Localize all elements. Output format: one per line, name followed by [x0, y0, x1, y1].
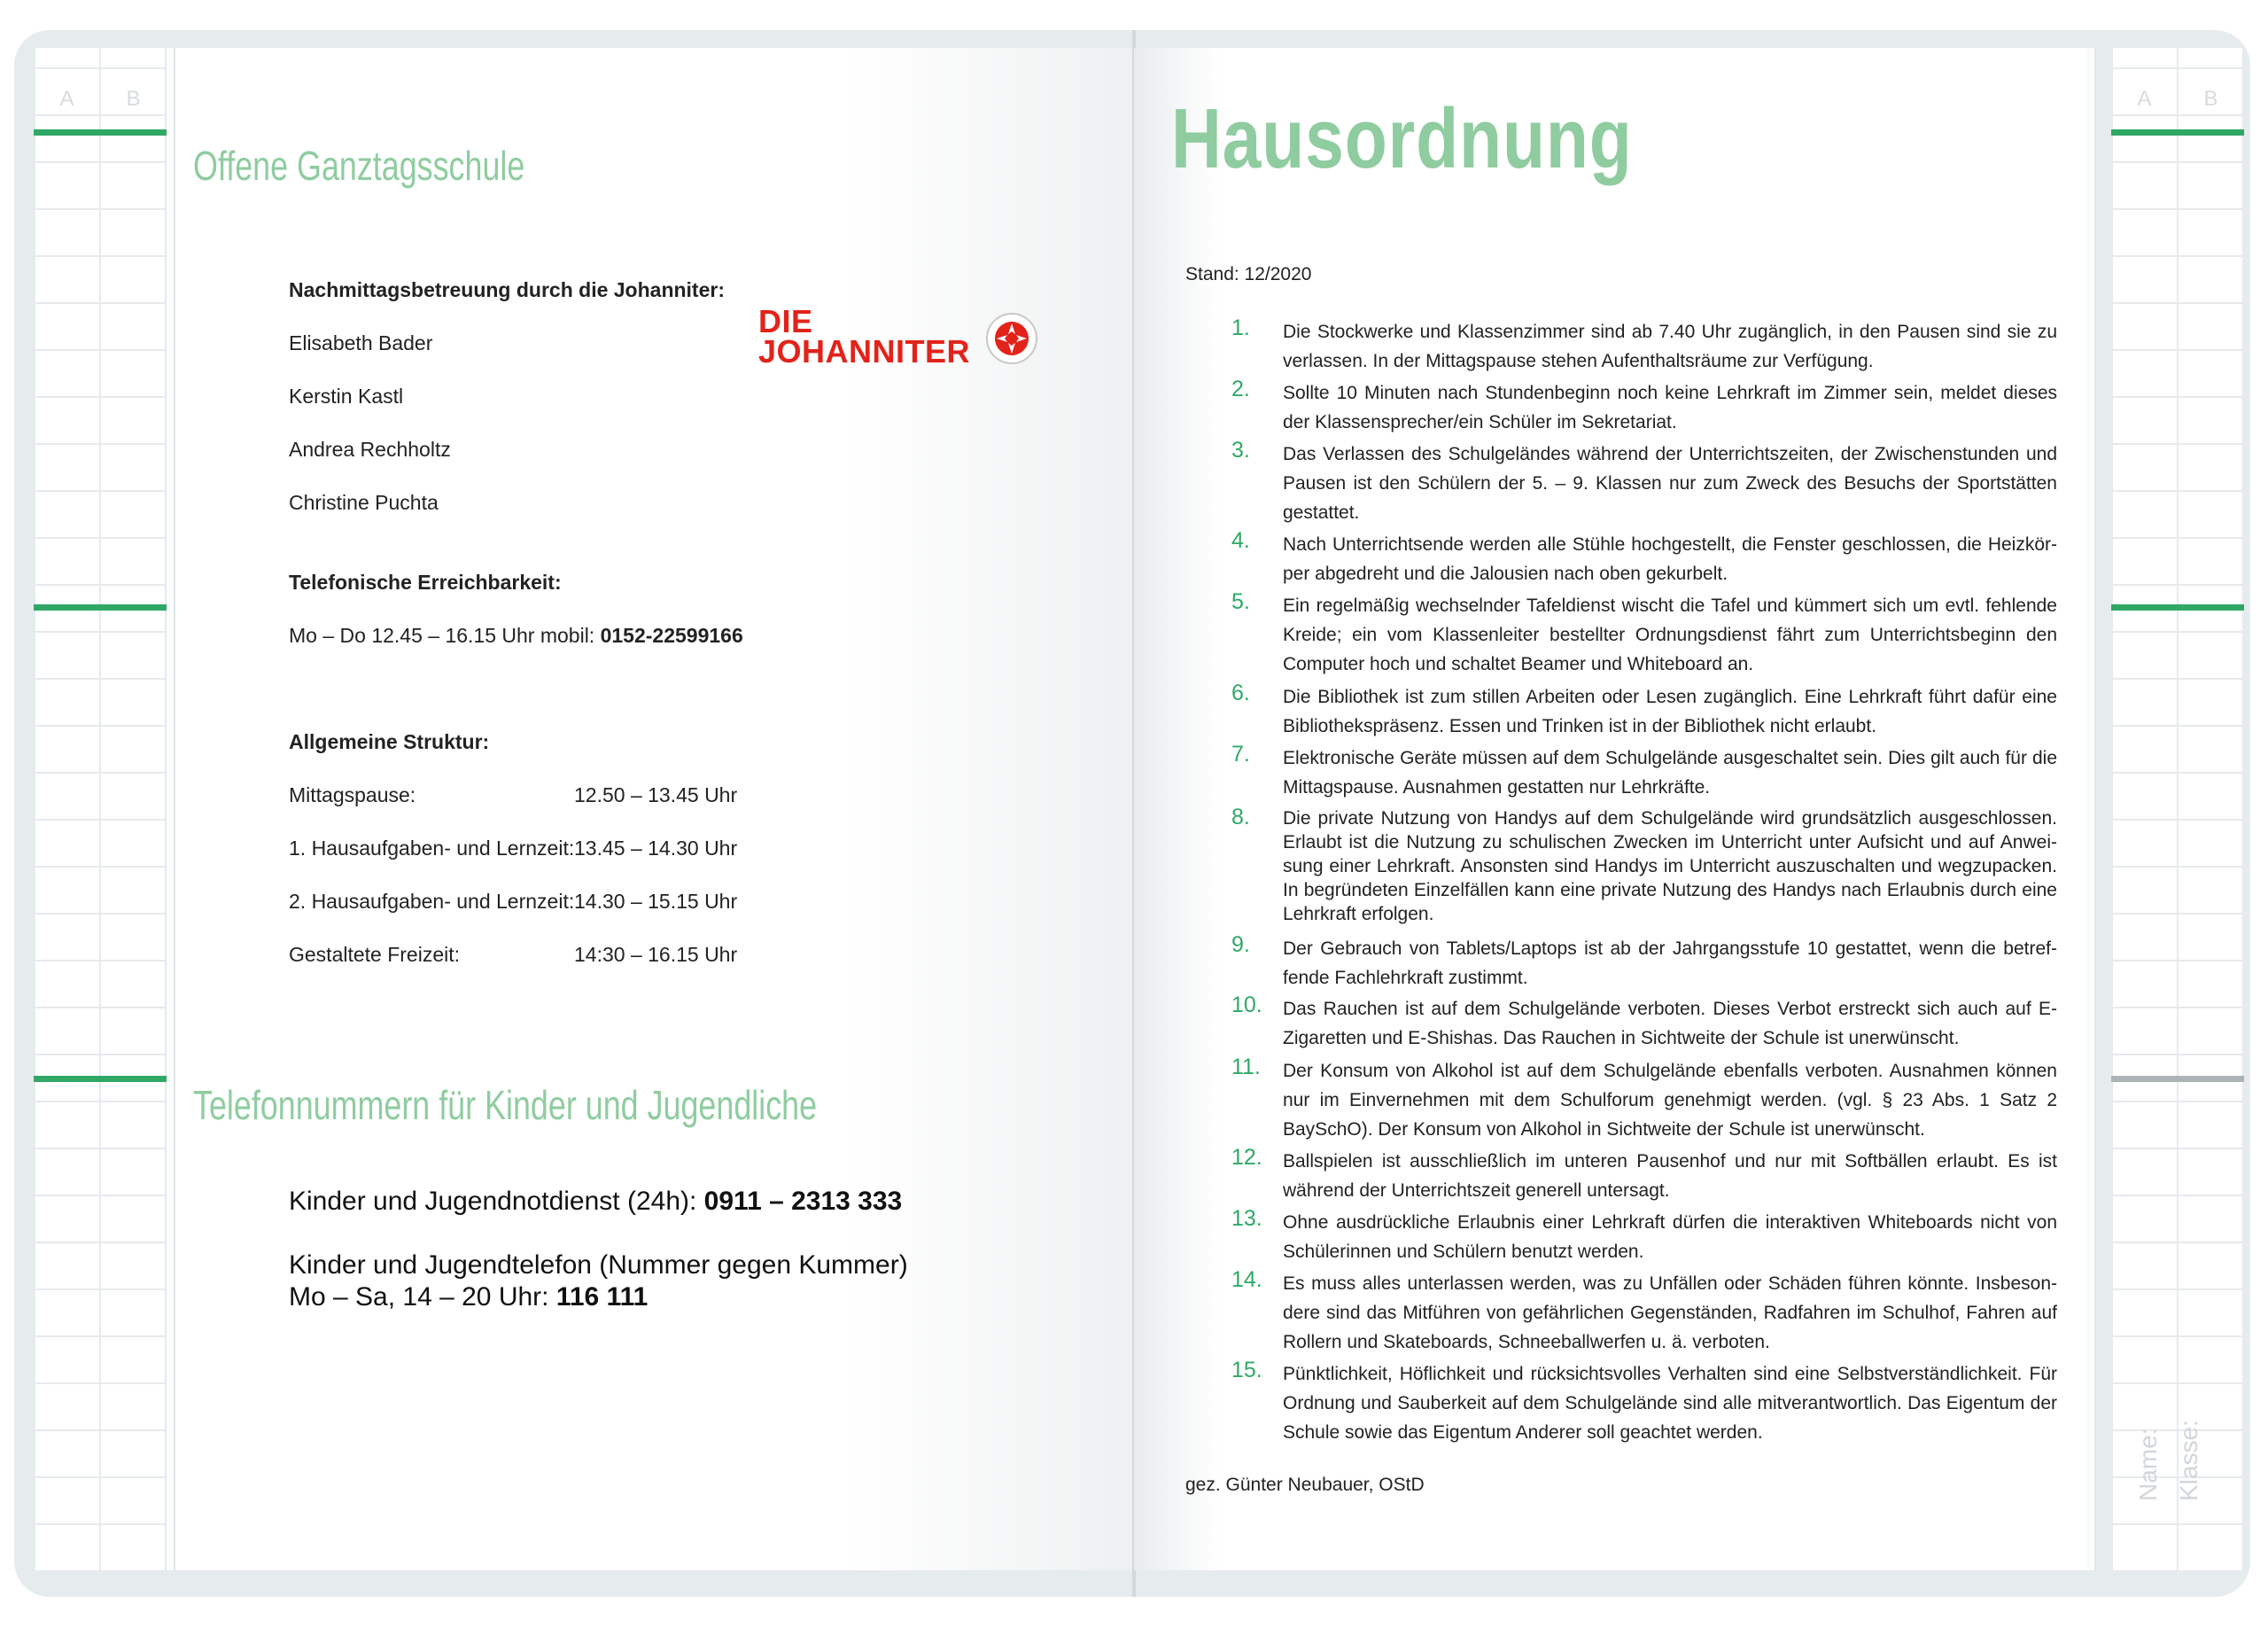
staff-name: Elisabeth Bader: [289, 331, 433, 354]
signature: gez. Günter Neubauer, OStD: [1185, 1475, 1425, 1495]
emergency-label: Kinder und Jugendnotdienst (24h):: [289, 1187, 704, 1216]
kids-hotline-hours-line: [289, 1281, 908, 1313]
schedule-time: 13.45 – 14.30 Uhr: [574, 837, 738, 860]
kids-hotline-number: 116 111: [555, 1282, 649, 1312]
rule-text: Die private Nutzung von Handys auf dem Schulgelände wird grundsätzlich ausgeschlossen. Erlaubt ist die Nutzung zu schulischen Zwecken im Unterricht unter Aufsicht und auf Anwei-sung einer Lehrkraft. Ansonsten sind Handys im Unterricht auszuschalten und wegzupacken. In begründeten Einzelfällen kann eine private Nutzung des Handys nach Erlaubnis durch eine Lehrkraft erfolgen.: [1283, 808, 2057, 924]
staff-name: Christine Puchta: [289, 491, 439, 514]
staff-name: Kerstin Kastl: [289, 385, 404, 408]
register-divider: [34, 129, 167, 136]
logo-line-1: DIE: [758, 303, 813, 339]
rule-text: Ballspielen ist ausschließlich im unteren Pausenhof und nur mit Softbällen erlaubt. Es ist während der Unterrichtszeit generell untersagt.: [1283, 1151, 2057, 1201]
rule-text: Elektronische Geräte müssen auf dem Schulgelände ausgeschaltet sein. Dies gilt auch für die Mittagspause. Ausnahmen gestatten nur Lehrkräfte.: [1283, 748, 2057, 798]
rule-number: 13.: [1231, 1206, 1262, 1231]
rule-text: Das Rauchen ist auf dem Schulgelände verboten. Dieses Verbot erstreckt sich auch auf E-Zigaretten und E-Shishas. Das Rauchen in Sichtweite der Schule ist unerwünscht.: [1283, 999, 2057, 1048]
rule-text: Ein regelmäßig wechselnder Tafeldienst wischt die Tafel und kümmert sich um evtl. fehlende Kreide; ein vom Klassenleiter bestellter Ordnungsdienst fährt zum Unterrichtsbeginn den Computer hoch und schaltet Beamer und Whiteboard an.: [1283, 596, 2057, 674]
rule-number: 15.: [1231, 1358, 1262, 1382]
rule-text: Ohne ausdrückliche Erlaubnis einer Lehrkraft dürfen die interaktiven Whiteboards nicht von Schülerinnen und Schülern benutzt werden.: [1283, 1212, 2057, 1262]
rule-number: 5.: [1231, 589, 1250, 614]
rule-text: Die Stockwerke und Klassenzimmer sind ab 7.40 Uhr zugänglich, in den Pausen sind sie zu verlassen. In der Mittagspause stehen Aufenthaltsräume zur Verfügung.: [1283, 322, 2057, 371]
rule-number: 4.: [1231, 528, 1250, 553]
schedule-label: 1. Hausaufgaben- und Lernzeit:: [289, 837, 575, 860]
rule-text: Die Bibliothek ist zum stillen Arbeiten oder Lesen zugänglich. Eine Lehrkraft führt dafür eine Bibliothekspräsenz. Essen und Trinken ist in der Bibliothek nicht erlaubt.: [1283, 687, 2057, 736]
class-label: Klasse:: [2175, 1420, 2202, 1501]
register-header: [34, 87, 167, 112]
page-title-hausordnung: Hausordnung: [1171, 91, 1633, 186]
schedule-label: Mittagspause:: [289, 783, 416, 806]
schedule-time: 12.50 – 13.45 Uhr: [574, 783, 738, 806]
column-b-label: B: [126, 87, 141, 111]
kids-hotline: [289, 1249, 908, 1313]
right-register-tab: [2111, 48, 2244, 1570]
register-header: [2111, 87, 2244, 112]
page-edge: [2085, 48, 2096, 1570]
section-title-phones: Telefonnummern für Kinder und Jugendliche: [193, 1082, 818, 1128]
rule-number: 7.: [1231, 742, 1250, 767]
rule-number: 11.: [1231, 1055, 1261, 1079]
rule-number: 6.: [1231, 681, 1250, 705]
staff-name: Andrea Rechholtz: [289, 438, 451, 461]
logo-line-2: JOHANNITER: [758, 333, 971, 370]
register-divider: [2111, 604, 2244, 611]
phone-hours: Mo – Do 12.45 – 16.15 Uhr mobil:: [289, 624, 601, 647]
rule-number: 10.: [1231, 993, 1262, 1017]
rule-text: Pünktlichkeit, Höflichkeit und rücksichtsvolles Verhalten sind eine Selbstverständlichkeit. Für Ordnung und Sauberkeit auf dem Schulgelände sind alle mitverantwortlich. Das Eigentum der Schule sowie das Eigentum Anderer soll geachtet werden.: [1283, 1364, 2057, 1443]
rule-text: Es muss alles unterlassen werden, was zu Unfällen oder Schäden führen könnte. Insbeson-dere sind das Mitführen von gefährlichen Gegenständen, Radfahren im Schulhof, Fahren auf Rollern und Skateboards, Schneeballwerfen u. ä. verboten.: [1283, 1273, 2057, 1352]
rule-number: 8.: [1231, 805, 1250, 829]
left-register-tab: [34, 48, 167, 1570]
johanniter-cross-icon: [985, 312, 1038, 365]
rule-number: 1.: [1231, 315, 1250, 340]
register-divider: [34, 1076, 167, 1082]
left-page: [175, 48, 1134, 1570]
structure-heading: Allgemeine Struktur:: [289, 730, 490, 753]
kids-hotline-title: Kinder und Jugendtelefon (Nummer gegen Kummer): [289, 1250, 908, 1280]
phone-number: 0152-22599166: [600, 624, 743, 647]
stand-date: Stand: 12/2020: [1185, 264, 1312, 284]
register-divider: [2111, 129, 2244, 136]
rule-number: 9.: [1231, 932, 1250, 957]
rule-text: Der Gebrauch von Tablets/Laptops ist ab der Jahrgangsstufe 10 gestattet, wenn die betref-fende Fachlehrkraft zustimmt.: [1283, 938, 2057, 988]
phone-heading: Telefonische Erreichbarkeit:: [289, 571, 562, 594]
rule-text: Nach Unterrichtsende werden alle Stühle hochgestellt, die Fenster geschlossen, die Heizkör-per abgedreht und die Jalousien nach oben gekurbelt.: [1283, 534, 2057, 584]
column-a-label: A: [2137, 87, 2152, 111]
schedule-time: 14:30 – 16.15 Uhr: [574, 943, 738, 966]
emergency-service: [289, 1186, 902, 1218]
rule-number: 12.: [1231, 1145, 1262, 1170]
johanniter-logo: [758, 303, 971, 370]
register-divider: [2111, 1076, 2244, 1082]
phone-availability: [289, 624, 743, 648]
section-title-ganztag: Offene Ganztagsschule: [193, 143, 525, 189]
name-label: Name:: [2134, 1428, 2162, 1501]
schedule-label: 2. Hausaufgaben- und Lernzeit:: [289, 890, 575, 913]
rule-number: 2.: [1231, 377, 1250, 401]
rule-text: Das Verlassen des Schulgeländes während der Unterrichtszeiten, der Zwischenstunden und Pausen ist den Schülern der 5. – 9. Klassen nur zum Zweck des Besuchs der Sportstätten gestattet.: [1283, 444, 2057, 523]
schedule-label: Gestaltete Freizeit:: [289, 943, 461, 966]
column-a-label: A: [59, 87, 74, 111]
rule-number: 3.: [1231, 438, 1250, 463]
register-divider: [34, 604, 167, 611]
care-heading: Nachmittagsbetreuung durch die Johanniter:: [289, 278, 725, 301]
kids-hotline-hours: Mo – Sa, 14 – 20 Uhr:: [289, 1282, 556, 1312]
schedule-time: 14.30 – 15.15 Uhr: [574, 890, 738, 913]
rule-text: Sollte 10 Minuten nach Stundenbeginn noch keine Lehrkraft im Zimmer sein, meldet dieses der Klassensprecher/ein Schüler im Sekretariat.: [1283, 383, 2057, 432]
rule-text: Der Konsum von Alkohol ist auf dem Schulgelände ebenfalls verboten. Ausnahmen können nur im Einvernehmen mit dem Schulforum genehmigt werden. (vgl. § 23 Abs. 1 Satz 2 BaySchO). Der Konsum von Alkohol in Sichtweite der Schule ist unerwünscht.: [1283, 1061, 2057, 1140]
column-b-label: B: [2203, 87, 2218, 111]
emergency-number: 0911 – 2313 333: [703, 1187, 903, 1216]
page-edge: [167, 48, 175, 1570]
rule-number: 14.: [1231, 1267, 1262, 1292]
